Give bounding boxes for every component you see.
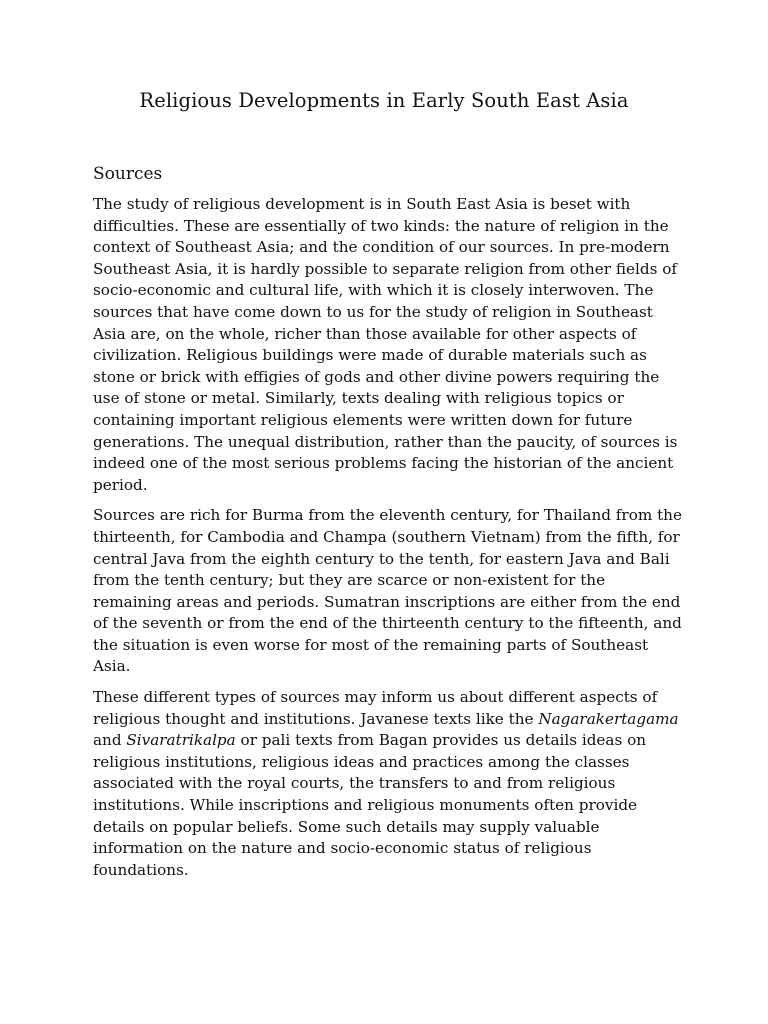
paragraph-2: Sources are rich for Burma from the eleventh century, for Thailand from the thirteenth, for Cambodia and Champa (southern Vietnam) from the fifth, for central Java from the eighth century to the tenth, for eastern Java and Bali from the tenth century; but they are scarce or non-existent for the remaining areas and periods. Sumatran inscriptions are either from the end of the seventh or from the end of the thirteenth century to the fifteenth, and the situation is even worse for most of the remaining parts of Southeast Asia. xyxy=(93,506,682,676)
page-title: Religious Developments in Early South East Asia xyxy=(139,89,629,112)
paragraph-1: The study of religious development is in South East Asia is beset with difficulties. These are essentially of two kinds: the nature of religion in the context of Southeast Asia; and the condition of our sources. In pre-modern Southeast Asia, it is hardly possible to separate religion from other fields of socio-economic and cultural life, with which it is closely interwoven. The sources that have come down to us for the study of religion in Southeast Asia are, on the whole, richer than those available for other aspects of civilization. Religious buildings were made of durable materials such as stone or brick with effigies of gods and other divine powers requiring the use of stone or metal. Similarly, texts dealing with religious topics or containing important religious elements were written down for future generations. The unequal distribution, rather than the paucity, of sources is indeed one of the most serious problems facing the historian of the ancient period. xyxy=(93,195,678,494)
section-heading: Sources xyxy=(93,164,163,184)
paragraph-3-text-a: These different types of sources may inform us about different aspects of religious thought and institutions. Javanese texts like the xyxy=(93,688,658,728)
paragraph-3-text-b: and xyxy=(93,731,127,750)
paragraph-3 xyxy=(93,687,683,881)
document-body xyxy=(93,162,683,890)
text-title-sivaratrikalpa: Sivaratrikalpa xyxy=(126,731,236,750)
paragraph-3-text-c: or pali texts from Bagan provides us details ideas on religious institutions, religious ideas and practices among the classes associated with the royal courts, the transfers to and from religious institutions. While inscriptions and religious monuments often provide details on popular beliefs. Some such details may supply valuable information on the nature and socio-economic status of religious foundations. xyxy=(93,731,647,879)
text-title-nagarakertagama: Nagarakertagama xyxy=(538,709,679,728)
